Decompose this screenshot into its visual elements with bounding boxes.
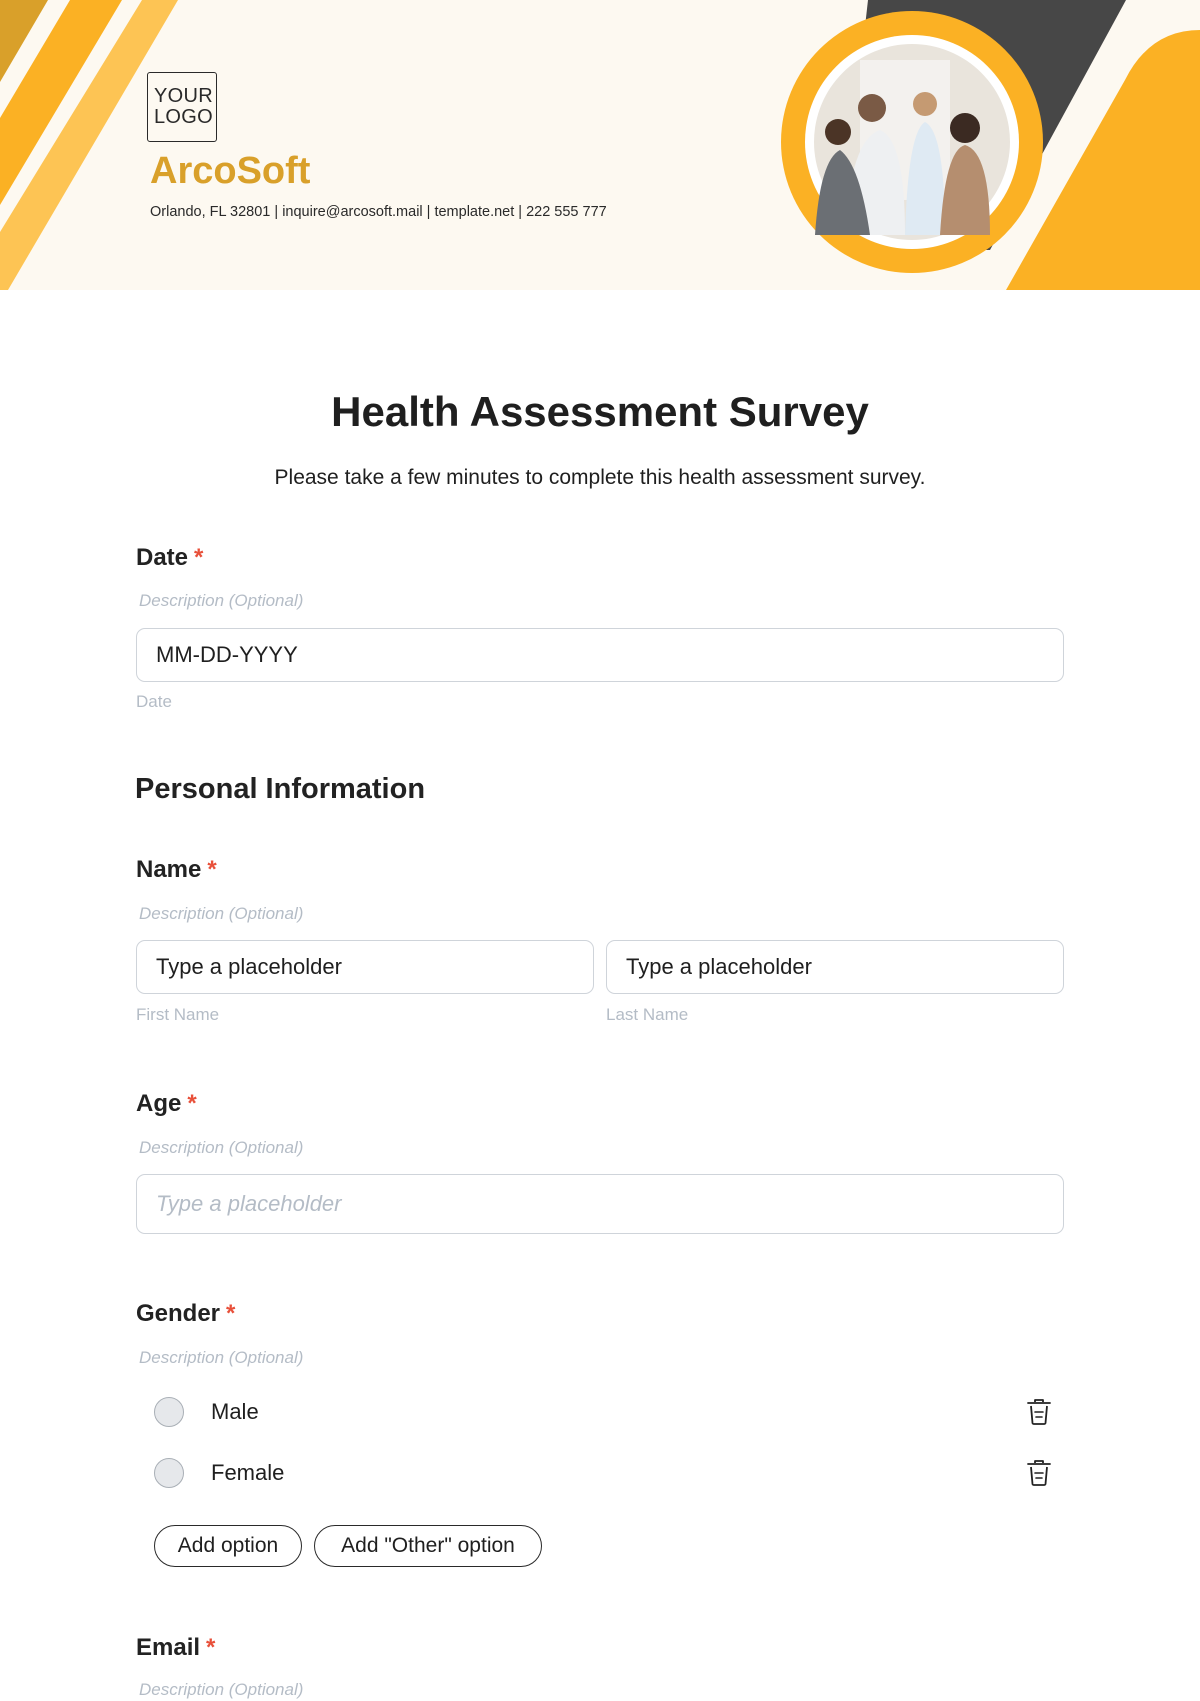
logo-line-1: YOUR xyxy=(154,85,213,107)
option-label-female[interactable]: Female xyxy=(211,1460,285,1485)
email-description[interactable]: Description (Optional) xyxy=(139,1680,304,1699)
required-marker: * xyxy=(187,1090,197,1117)
date-input[interactable]: MM-DD-YYYY xyxy=(136,628,1064,682)
first-name-input[interactable]: Type a placeholder xyxy=(136,940,594,994)
contact-info: Orlando, FL 32801 | inquire@arcosoft.mail | template.net | 222 555 777 xyxy=(150,204,607,220)
name-label xyxy=(136,856,217,884)
radio-male[interactable] xyxy=(154,1397,184,1427)
brand-name: ArcoSoft xyxy=(150,150,311,192)
required-marker: * xyxy=(226,1300,236,1327)
email-label xyxy=(136,1634,215,1662)
required-marker: * xyxy=(207,856,217,883)
age-label xyxy=(136,1090,197,1118)
required-marker: * xyxy=(194,544,204,571)
name-label-text: Name xyxy=(136,856,202,883)
gender-label-text: Gender xyxy=(136,1300,221,1327)
gender-label xyxy=(136,1300,235,1328)
radio-female[interactable] xyxy=(154,1458,184,1488)
date-sublabel: Date xyxy=(136,692,172,711)
email-label-text: Email xyxy=(136,1634,201,1661)
gender-description[interactable]: Description (Optional) xyxy=(139,1348,304,1367)
gender-option-male[interactable] xyxy=(154,1392,1054,1432)
trash-icon[interactable] xyxy=(1026,1459,1052,1487)
logo xyxy=(147,72,217,142)
header-decoration xyxy=(0,0,1200,290)
first-name-sublabel: First Name xyxy=(136,1005,220,1024)
add-other-option-button[interactable]: Add "Other" option xyxy=(314,1525,542,1567)
option-label-male[interactable]: Male xyxy=(211,1399,259,1424)
date-description[interactable]: Description (Optional) xyxy=(139,591,304,610)
add-option-button[interactable]: Add option xyxy=(154,1525,302,1567)
age-description[interactable]: Description (Optional) xyxy=(139,1138,304,1157)
page-title: Health Assessment Survey xyxy=(331,388,869,435)
date-label xyxy=(136,544,203,572)
last-name-input[interactable]: Type a placeholder xyxy=(606,940,1064,994)
logo-line-2: LOGO xyxy=(154,106,213,128)
header-banner xyxy=(0,0,1200,290)
age-input[interactable]: Type a placeholder xyxy=(136,1174,1064,1234)
date-label-text: Date xyxy=(136,544,189,571)
gender-option-female[interactable] xyxy=(154,1453,1054,1493)
age-label-text: Age xyxy=(136,1090,182,1117)
last-name-sublabel: Last Name xyxy=(606,1005,689,1024)
page-subtitle: Please take a few minutes to complete this health assessment survey. xyxy=(274,466,926,489)
trash-icon[interactable] xyxy=(1026,1398,1052,1426)
required-marker: * xyxy=(206,1634,216,1661)
name-description[interactable]: Description (Optional) xyxy=(139,904,304,923)
section-personal-information: Personal Information xyxy=(135,773,426,805)
